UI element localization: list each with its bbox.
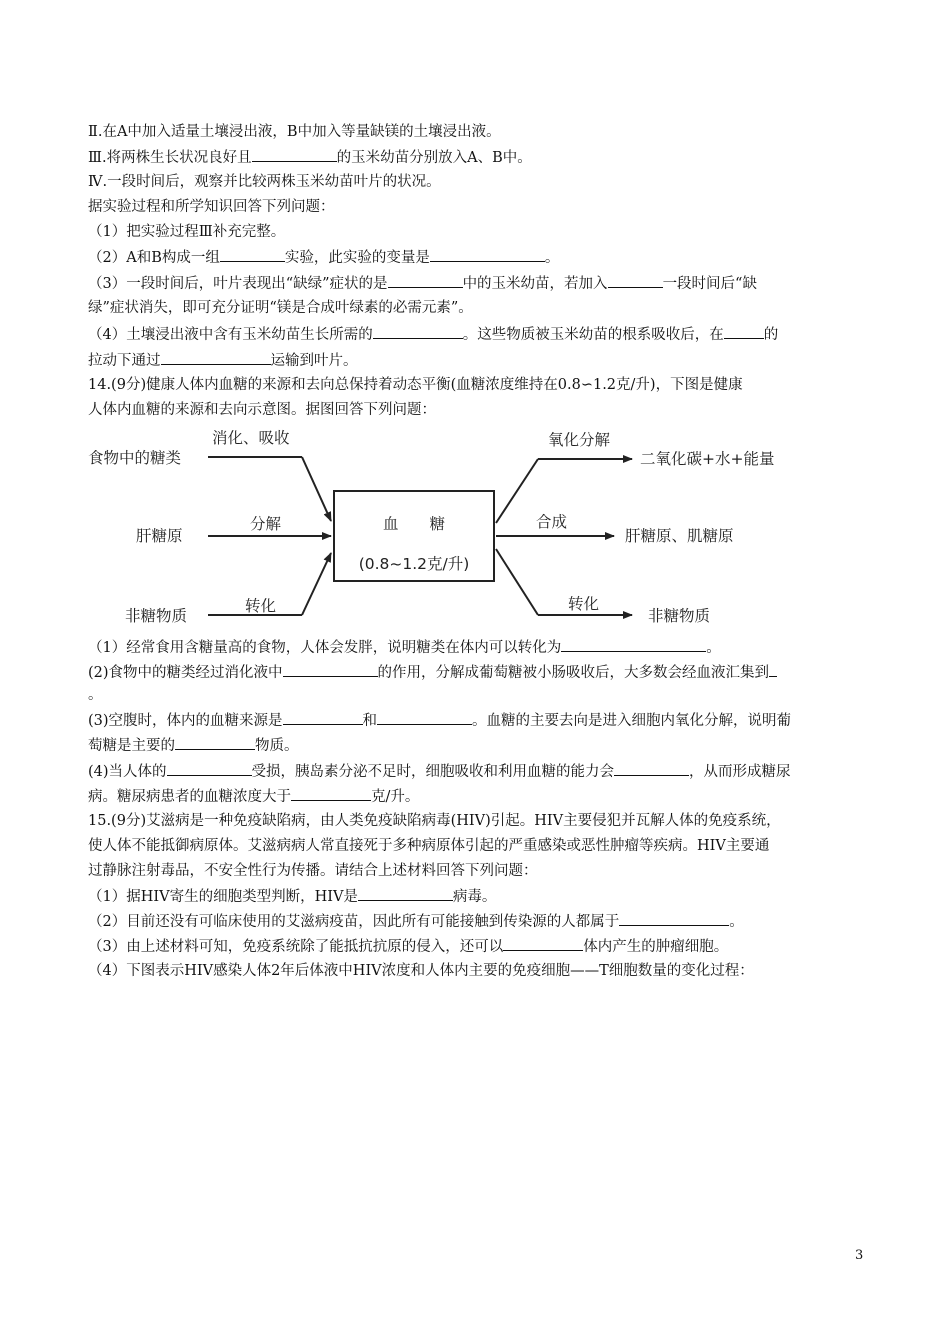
output-co2-water-energy: 二氧化碳+水+能量 <box>640 450 775 468</box>
step-2: Ⅱ.在A中加入适量土壤浸出液，B中加入等量缺镁的土壤浸出液。 <box>88 124 501 140</box>
blood-sugar-diagram <box>80 425 880 635</box>
answer-blank[interactable] <box>608 272 663 288</box>
q14-subquestion-2-cont: 。 <box>88 687 103 703</box>
answer-blank[interactable] <box>161 349 271 365</box>
output-non-sugar: 非糖物质 <box>648 607 711 625</box>
answer-blank[interactable] <box>619 910 729 926</box>
q13-subquestion-3-cont: 绿”症状消失，即可充分证明“镁是合成叶绿素的必需元素”。 <box>88 300 473 316</box>
q15-subquestion-3: （3）由上述材料可知，免疫系统除了能抵抗抗原的侵入，还可以 体内产生的肿瘤细胞。 <box>88 935 868 958</box>
answer-blank[interactable] <box>388 272 463 288</box>
q15-stem: 15.(9分)艾滋病是一种免疫缺陷病，由人类免疫缺陷病毒(HIV)引起。HIV主要侵犯并瓦解人体的免疫系统， <box>88 813 781 829</box>
answer-blank[interactable] <box>561 636 706 652</box>
question-prompt: 据实验过程和所学知识回答下列问题： <box>88 199 335 215</box>
label-convert-in: 转化 <box>245 597 277 615</box>
answer-blank[interactable] <box>220 246 285 262</box>
q14-subquestion-1: （1）经常食用含糖量高的食物，人体会发胖，说明糖类在体内可以转化为 。 <box>88 636 868 659</box>
arrow-food-to-sugar <box>302 457 331 521</box>
q14-stem-cont: 人体内血糖的来源和去向示意图。据图回答下列问题： <box>88 402 436 418</box>
label-decompose: 分解 <box>250 515 282 533</box>
step-3: Ⅲ.将两株生长状况良好且 的玉米幼苗分别放入A、B中。 <box>88 146 868 169</box>
answer-blank[interactable] <box>724 323 764 339</box>
answer-blank[interactable] <box>175 734 255 750</box>
answer-blank[interactable] <box>167 760 252 776</box>
arrow-line-convert-out <box>496 549 538 615</box>
answer-blank[interactable] <box>283 709 363 725</box>
blood-sugar-title: 血 糖 <box>382 515 446 533</box>
answer-blank[interactable] <box>377 709 472 725</box>
q14-subquestion-3: (3)空腹时，体内的血糖来源是 和 。血糖的主要去向是进入细胞内氧化分解，说明葡 <box>88 709 868 732</box>
step-4: Ⅳ.一段时间后，观察并比较两株玉米幼苗叶片的状况。 <box>88 174 441 190</box>
q15-stem-cont-1: 使人体不能抵御病原体。艾滋病病人常直接死于多种病原体引起的严重感染或恶性肿瘤等疾病。HIV主要通 <box>88 838 770 854</box>
q14-subquestion-2: (2)食物中的糖类经过消化液中 的作用，分解成葡萄糖被小肠吸收后，大多数会经血液汇集到 <box>88 661 868 684</box>
q15-subquestion-2: （2）目前还没有可临床使用的艾滋病疫苗，因此所有可能接触到传染源的人都属于 。 <box>88 910 868 933</box>
source-liver-glycogen: 肝糖原 <box>136 527 183 545</box>
q13-subquestion-4-cont: 拉动下通过 运输到叶片。 <box>88 349 868 372</box>
q15-stem-cont-2: 过静脉注射毒品，不安全性行为传播。请结合上述材料回答下列问题： <box>88 863 538 879</box>
label-oxidation: 氧化分解 <box>548 431 611 449</box>
source-food-sugar: 食物中的糖类 <box>88 449 182 467</box>
answer-blank[interactable] <box>430 246 545 262</box>
q13-subquestion-3: （3）一段时间后，叶片表现出“缺绿”症状的是 中的玉米幼苗，若加入 一段时间后“缺 <box>88 272 868 295</box>
q14-subquestion-4: (4)当人体的 受损，胰岛素分泌不足时，细胞吸收和利用血糖的能力会 ，从而形成糖尿 <box>88 760 868 783</box>
q13-subquestion-1: （1）把实验过程Ⅲ补充完整。 <box>88 224 286 240</box>
answer-blank[interactable] <box>283 661 378 677</box>
label-digest-absorb: 消化、吸收 <box>212 429 290 447</box>
label-synthesis: 合成 <box>536 513 568 531</box>
answer-blank[interactable] <box>358 885 453 901</box>
q14-subquestion-3-cont: 萄糖是主要的 物质。 <box>88 734 868 757</box>
q14-subquestion-4-cont: 病。糖尿病患者的血糖浓度大于 克/升。 <box>88 785 868 808</box>
answer-blank[interactable] <box>291 785 371 801</box>
arrow-line-oxidation <box>496 459 538 523</box>
arrow-non-sugar-to-sugar <box>302 553 331 615</box>
page-number: 3 <box>855 1248 864 1263</box>
q15-subquestion-4: （4）下图表示HIV感染人体2年后体液中HIV浓度和人体内主要的免疫细胞——T细胞数量的变化过程： <box>88 963 754 979</box>
answer-blank[interactable] <box>252 146 337 162</box>
answer-blank[interactable] <box>769 661 777 677</box>
q13-subquestion-2: （2）A和B构成一组 实验，此实验的变量是 。 <box>88 246 868 269</box>
answer-blank[interactable] <box>614 760 689 776</box>
label-convert-out: 转化 <box>568 595 600 613</box>
q13-subquestion-4: （4）土壤浸出液中含有玉米幼苗生长所需的 。这些物质被玉米幼苗的根系吸收后，在 的 <box>88 323 868 346</box>
source-non-sugar: 非糖物质 <box>125 607 188 625</box>
answer-blank[interactable] <box>373 323 463 339</box>
output-glycogen: 肝糖原、肌糖原 <box>625 527 734 545</box>
blood-sugar-range: (0.8~1.2克/升) <box>358 555 470 573</box>
q14-stem: 14.(9分)健康人体内血糖的来源和去向总保持着动态平衡(血糖浓度维持在0.8∽1.2克/升)，下图是健康 <box>88 377 743 393</box>
q15-subquestion-1: （1）据HIV寄生的细胞类型判断，HIV是 病毒。 <box>88 885 868 908</box>
answer-blank[interactable] <box>503 935 583 951</box>
